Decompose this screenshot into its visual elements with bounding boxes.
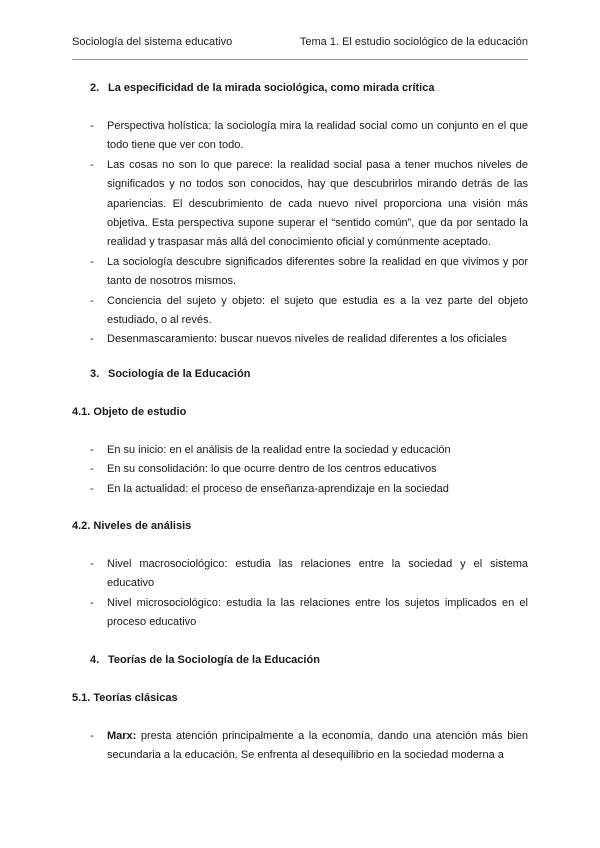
section-4-2-heading: 4.2. Niveles de análisis bbox=[72, 520, 192, 532]
list-item-text: En su inicio: en el análisis de la realidad entre la sociedad y educación bbox=[107, 444, 451, 456]
section-5-1-list bbox=[90, 727, 528, 766]
list-item bbox=[90, 460, 528, 479]
section-4-2-list bbox=[90, 555, 528, 633]
list-item-text: Las cosas no son lo que parece: la realidad social pasa a tener muchos niveles de significados y no todos son conocidos, hay que descubrirlos mirando detrás de las apariencias. El descubrimiento de cada nuevo nivel proporciona una visión más objetiva. Esta perspectiva supone superar el “sentido común”, que da por sentado la realidad y traspasar más allá del conocimiento oficial y comúnmente aceptado. bbox=[107, 158, 528, 249]
section-4-1-list bbox=[90, 441, 528, 499]
section-4-heading bbox=[90, 654, 320, 666]
list-item-text: Nivel microsociológico: estudia la las relaciones entre los sujetos implicados en el proceso educativo bbox=[107, 596, 528, 629]
dash-bullet: - bbox=[90, 120, 94, 132]
list-item-text: Desenmascaramiento: buscar nuevos niveles de realidad diferentes a los oficiales bbox=[107, 333, 507, 346]
dash-bullet: - bbox=[90, 596, 94, 609]
list-item bbox=[90, 441, 528, 460]
dash-bullet: - bbox=[90, 158, 94, 171]
list-item-text: La sociología descubre significados diferentes sobre la realidad en que vivimos y por tanto de nosotros mismos. bbox=[107, 255, 528, 288]
list-item bbox=[90, 253, 528, 292]
list-item-text: Conciencia del sujeto y objeto: el sujeto que estudia es a la vez parte del objeto estudiado, o al revés. bbox=[107, 294, 528, 327]
list-item bbox=[90, 156, 528, 253]
list-item-text: En la actualidad: el proceso de enseñanza-aprendizaje en la sociedad bbox=[107, 482, 449, 495]
section-2-number: 2. bbox=[90, 82, 100, 94]
section-2-list bbox=[90, 117, 528, 350]
list-item-text: Perspectiva holística: la sociología mira la realidad social como un conjunto en el que todo tiene que ver con todo. bbox=[107, 120, 528, 152]
marx-text: presta atención principalmente a la economía, dando una atención más bien secundaria a la educación. Se enfrenta al desequilibrio en la sociedad moderna a bbox=[107, 730, 528, 762]
section-3-title: Sociología de la Educación bbox=[108, 368, 251, 380]
section-4-1-heading: 4.1. Objeto de estudio bbox=[72, 406, 187, 418]
list-item bbox=[90, 117, 528, 156]
header-right: Tema 1. El estudio sociológico de la educación bbox=[299, 36, 528, 48]
dash-bullet: - bbox=[90, 333, 94, 346]
dash-bullet: - bbox=[90, 255, 94, 268]
list-item bbox=[90, 330, 528, 349]
dash-bullet: - bbox=[90, 463, 94, 476]
section-5-1-heading: 5.1. Teorías clásicas bbox=[72, 692, 178, 704]
list-item bbox=[90, 727, 528, 766]
dash-bullet: - bbox=[90, 444, 94, 456]
list-item-text: En su consolidación: lo que ocurre dentro de los centros educativos bbox=[107, 463, 437, 476]
dash-bullet: - bbox=[90, 730, 94, 742]
section-3-heading bbox=[90, 368, 250, 380]
page-header bbox=[72, 36, 528, 48]
header-rule bbox=[72, 59, 528, 60]
marx-label: Marx: bbox=[107, 730, 137, 742]
header-left: Sociología del sistema educativo bbox=[72, 36, 233, 48]
list-item bbox=[90, 555, 528, 594]
list-item bbox=[90, 594, 528, 633]
section-3-number: 3. bbox=[90, 368, 100, 380]
section-4-title: Teorías de la Sociología de la Educación bbox=[108, 654, 320, 666]
list-item bbox=[90, 480, 528, 499]
dash-bullet: - bbox=[90, 482, 94, 495]
dash-bullet: - bbox=[90, 294, 94, 307]
dash-bullet: - bbox=[90, 558, 94, 570]
list-item bbox=[90, 292, 528, 331]
section-2-title: La especificidad de la mirada sociológica, como mirada crítica bbox=[108, 82, 435, 94]
section-4-number: 4. bbox=[90, 654, 100, 666]
list-item-text: Nivel macrosociológico: estudia las relaciones entre la sociedad y el sistema educativo bbox=[107, 558, 528, 590]
section-2-heading bbox=[90, 82, 434, 94]
